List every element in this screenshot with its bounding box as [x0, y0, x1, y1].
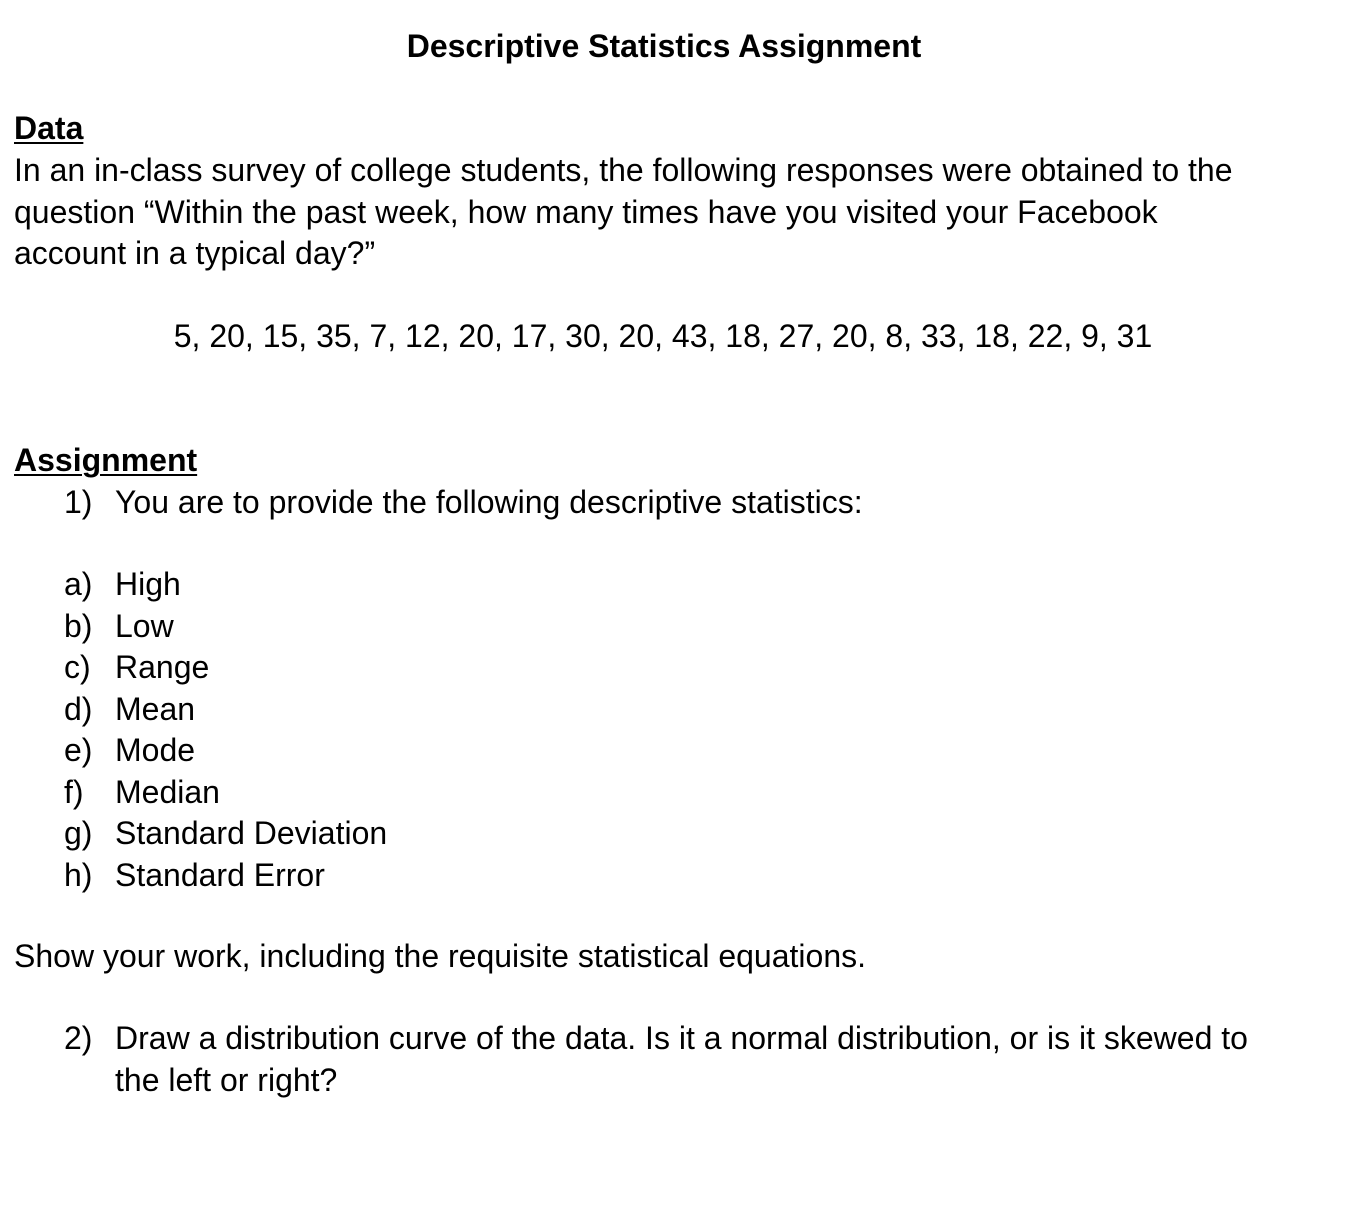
question-2-line: the left or right?	[115, 1061, 338, 1098]
list-item-text: Low	[115, 607, 174, 644]
data-intro-line: question “Within the past week, how many times have you visited your Facebook	[14, 193, 1158, 230]
instruction-text: Show your work, including the requisite statistical equations.	[14, 938, 866, 974]
list-item-text: Mode	[115, 732, 196, 768]
list-item-label: f)	[64, 773, 84, 810]
list-item-label: c)	[64, 649, 91, 685]
list-item-text: Range	[115, 649, 210, 685]
data-intro-line: account in a typical day?”	[14, 235, 376, 271]
question-1-number: 1)	[64, 484, 93, 520]
list-item-label: g)	[64, 815, 93, 851]
data-intro-line: In an in-class survey of college students, the following responses were obtained to the	[14, 152, 1233, 188]
list-item-label: d)	[64, 690, 93, 727]
question-2-text	[115, 1018, 1355, 1101]
question-1-text: You are to provide the following descriptive statistics:	[115, 484, 863, 520]
data-heading: Data	[14, 110, 84, 146]
list-item-text: High	[115, 566, 181, 602]
list-item-label: e)	[64, 732, 93, 768]
assignment-heading: Assignment	[14, 442, 198, 478]
document-title: Descriptive Statistics Assignment	[406, 28, 922, 64]
list-item-label: h)	[64, 856, 93, 893]
list-item-text: Standard Error	[115, 856, 325, 893]
list-item-label: a)	[64, 566, 93, 602]
list-item-text: Median	[115, 773, 220, 810]
list-item-text: Mean	[115, 690, 196, 727]
question-2-line: Draw a distribution curve of the data. Is it a normal distribution, or is it skewed to	[115, 1020, 1248, 1056]
list-item-text: Standard Deviation	[115, 815, 388, 851]
list-item-label: b)	[64, 607, 93, 644]
data-intro	[14, 150, 1334, 275]
question-2-number: 2)	[64, 1020, 93, 1056]
survey-data-values: 5, 20, 15, 35, 7, 12, 20, 17, 30, 20, 43, 18, 27, 20, 8, 33, 18, 22, 9, 31	[173, 318, 1153, 354]
